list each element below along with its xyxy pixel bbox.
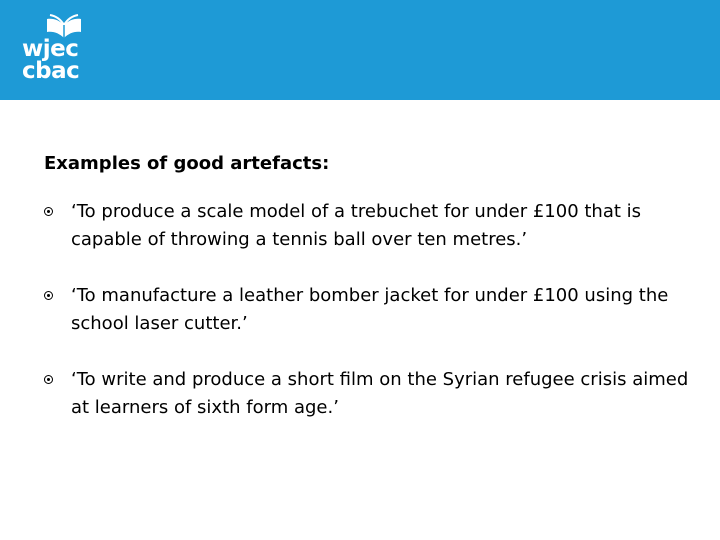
list-item [44, 198, 694, 254]
wjec-cbac-logo [20, 14, 90, 84]
list-item-text: ‘To manufacture a leather bomber jacket for under £100 using the school laser cutter.’ [71, 285, 669, 334]
slide-heading: Examples of good artefacts: [44, 153, 330, 174]
list-item [44, 282, 694, 338]
list-item-text: ‘To write and produce a short film on the Syrian refugee crisis aimed at learners of sixth form age.’ [71, 369, 689, 418]
bullet-icon [44, 291, 53, 300]
logo-text-cbac: cbac [22, 58, 80, 84]
slide-content [44, 150, 694, 450]
list-item [44, 366, 694, 422]
logo-text-wjec: wjec [22, 36, 79, 62]
artefact-examples-list [44, 198, 694, 422]
bullet-icon [44, 375, 53, 384]
header-bar [0, 0, 720, 100]
list-item-text: ‘To produce a scale model of a trebuchet for under £100 that is capable of throwing a tennis ball over ten metres.’ [71, 201, 642, 250]
bullet-icon [44, 207, 53, 216]
